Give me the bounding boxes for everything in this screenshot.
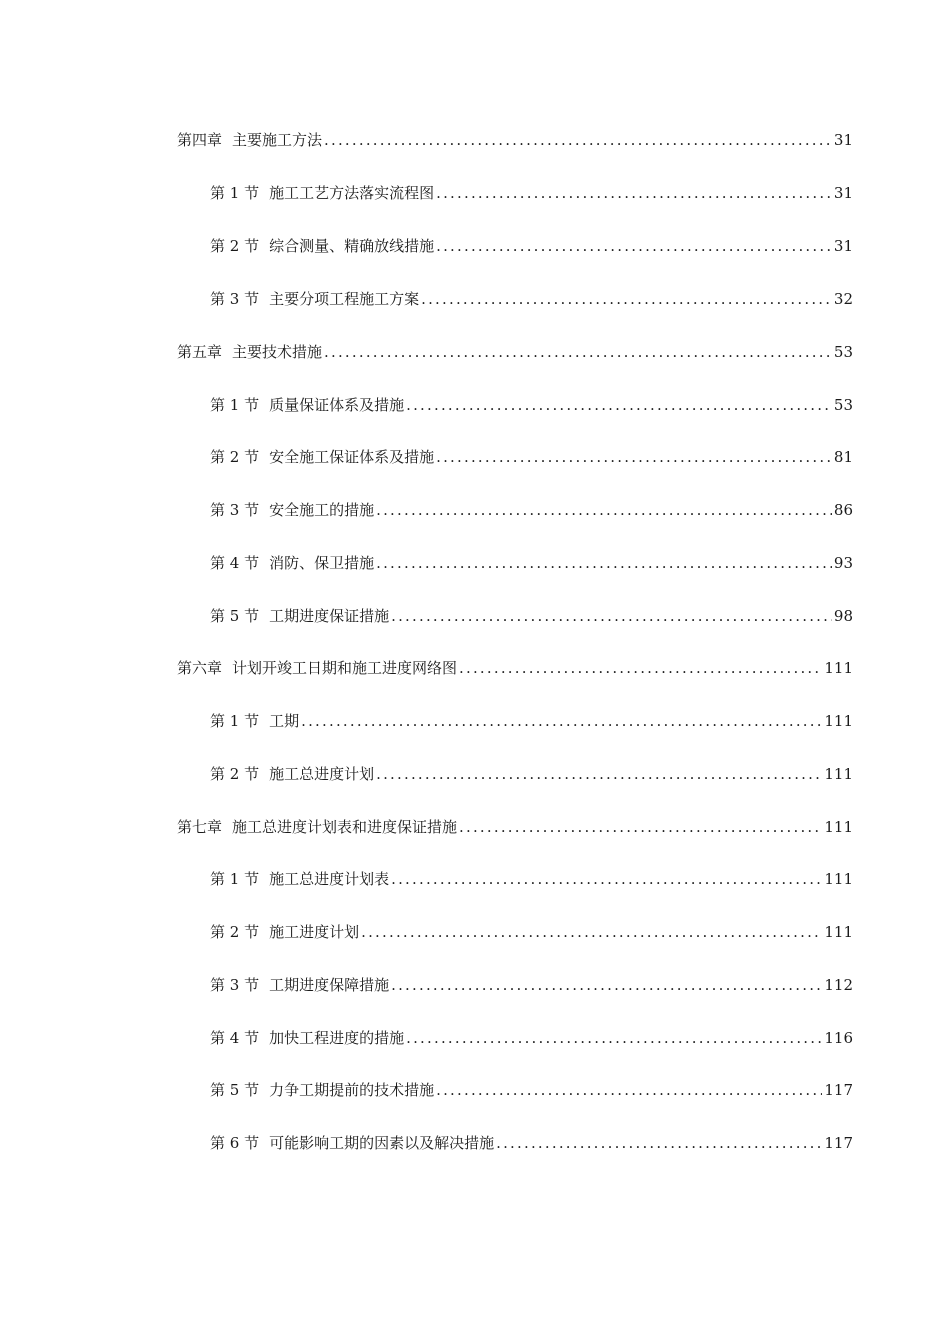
toc-section-5-3[interactable] (210, 496, 853, 520)
toc-page-number: 111 (824, 923, 853, 941)
toc-section-7-2[interactable] (210, 918, 853, 942)
toc-title: 施工进度计划 (269, 923, 360, 941)
toc-number: 第 5 节 (210, 607, 260, 625)
dot-leader (436, 183, 832, 203)
toc-number: 第七章 (177, 818, 223, 836)
toc-section-5-5[interactable] (210, 602, 853, 626)
toc-page-number: 112 (824, 976, 853, 994)
toc-number: 第 2 节 (210, 923, 260, 941)
dot-leader (421, 289, 832, 309)
toc-section-4-3[interactable] (210, 285, 853, 309)
toc-title: 主要分项工程施工方案 (269, 290, 420, 308)
toc-title: 安全施工的措施 (269, 501, 375, 519)
toc-number: 第 2 节 (210, 765, 260, 783)
toc-page-number: 98 (833, 607, 853, 625)
dot-leader (391, 606, 832, 626)
toc-page-number: 53 (833, 343, 853, 361)
toc-number: 第 3 节 (210, 290, 260, 308)
toc-number: 第五章 (177, 343, 223, 361)
dot-leader (406, 395, 832, 415)
toc-section-4-1[interactable] (210, 179, 853, 203)
toc-page-number: 81 (833, 448, 853, 466)
toc-title: 质量保证体系及措施 (269, 396, 405, 414)
toc-section-6-2[interactable] (210, 760, 853, 784)
toc-title: 安全施工保证体系及措施 (269, 448, 435, 466)
toc-section-7-5[interactable] (210, 1076, 853, 1100)
toc-title: 主要技术措施 (232, 343, 323, 361)
toc-section-7-4[interactable] (210, 1024, 853, 1048)
dot-leader (376, 500, 832, 520)
toc-number: 第 1 节 (210, 870, 260, 888)
toc-title: 施工总进度计划 (269, 765, 375, 783)
toc-page-number: 86 (833, 501, 853, 519)
toc-section-6-1[interactable] (210, 707, 853, 731)
toc-title: 综合测量、精确放线措施 (269, 237, 435, 255)
toc-section-5-4[interactable] (210, 549, 853, 573)
toc-page-number: 111 (824, 870, 853, 888)
toc-section-7-1[interactable] (210, 865, 853, 889)
toc-title: 施工总进度计划表 (269, 870, 390, 888)
toc-page-number: 53 (833, 396, 853, 414)
toc-number: 第 2 节 (210, 448, 260, 466)
toc-title: 施工工艺方法落实流程图 (269, 184, 435, 202)
toc-page-number: 31 (833, 184, 853, 202)
toc-number: 第四章 (177, 131, 223, 149)
dot-leader (436, 1080, 822, 1100)
toc-title: 消防、保卫措施 (269, 554, 375, 572)
toc-chapter-6[interactable] (177, 654, 853, 678)
toc-title: 施工总进度计划表和进度保证措施 (232, 818, 458, 836)
dot-leader (496, 1133, 822, 1153)
dot-leader (324, 130, 832, 150)
toc-number: 第 2 节 (210, 237, 260, 255)
toc-page-number: 31 (833, 131, 853, 149)
dot-leader (436, 447, 832, 467)
toc-section-7-3[interactable] (210, 971, 853, 995)
dot-leader (376, 764, 822, 784)
toc-page-number: 111 (824, 659, 853, 677)
toc-title: 工期进度保障措施 (269, 976, 390, 994)
toc-page-number: 117 (824, 1081, 853, 1099)
toc-page-number: 116 (824, 1029, 853, 1047)
toc-number: 第 1 节 (210, 712, 260, 730)
toc-number: 第 3 节 (210, 501, 260, 519)
dot-leader (406, 1028, 822, 1048)
toc-title: 加快工程进度的措施 (269, 1029, 405, 1047)
dot-leader (436, 236, 832, 256)
toc-chapter-7[interactable] (177, 813, 853, 837)
toc-number: 第六章 (177, 659, 223, 677)
toc-number: 第 1 节 (210, 184, 260, 202)
toc-section-4-2[interactable] (210, 232, 853, 256)
toc-page-number: 111 (824, 712, 853, 730)
toc-chapter-4[interactable] (177, 126, 853, 150)
toc-number: 第 5 节 (210, 1081, 260, 1099)
toc-title: 力争工期提前的技术措施 (269, 1081, 435, 1099)
toc-page-number: 93 (833, 554, 853, 572)
toc-title: 主要施工方法 (232, 131, 323, 149)
toc-number: 第 6 节 (210, 1134, 260, 1152)
dot-leader (459, 658, 822, 678)
toc-page-number: 31 (833, 237, 853, 255)
dot-leader (324, 342, 832, 362)
toc-section-7-6[interactable] (210, 1129, 853, 1153)
toc-page-number: 111 (824, 765, 853, 783)
toc-page-number: 32 (833, 290, 853, 308)
dot-leader (391, 869, 822, 889)
toc-title: 工期进度保证措施 (269, 607, 390, 625)
toc-section-5-1[interactable] (210, 391, 853, 415)
toc-title: 可能影响工期的因素以及解决措施 (269, 1134, 495, 1152)
dot-leader (301, 711, 822, 731)
dot-leader (459, 817, 822, 837)
dot-leader (361, 922, 822, 942)
toc-title: 计划开竣工日期和施工进度网络图 (232, 659, 458, 677)
toc-page-number: 111 (824, 818, 853, 836)
toc-number: 第 4 节 (210, 554, 260, 572)
toc-title: 工期 (269, 712, 300, 730)
toc-chapter-5[interactable] (177, 338, 853, 362)
toc-number: 第 1 节 (210, 396, 260, 414)
toc-section-5-2[interactable] (210, 443, 853, 467)
toc-page-number: 117 (824, 1134, 853, 1152)
toc-number: 第 3 节 (210, 976, 260, 994)
dot-leader (376, 553, 832, 573)
dot-leader (391, 975, 822, 995)
toc-number: 第 4 节 (210, 1029, 260, 1047)
